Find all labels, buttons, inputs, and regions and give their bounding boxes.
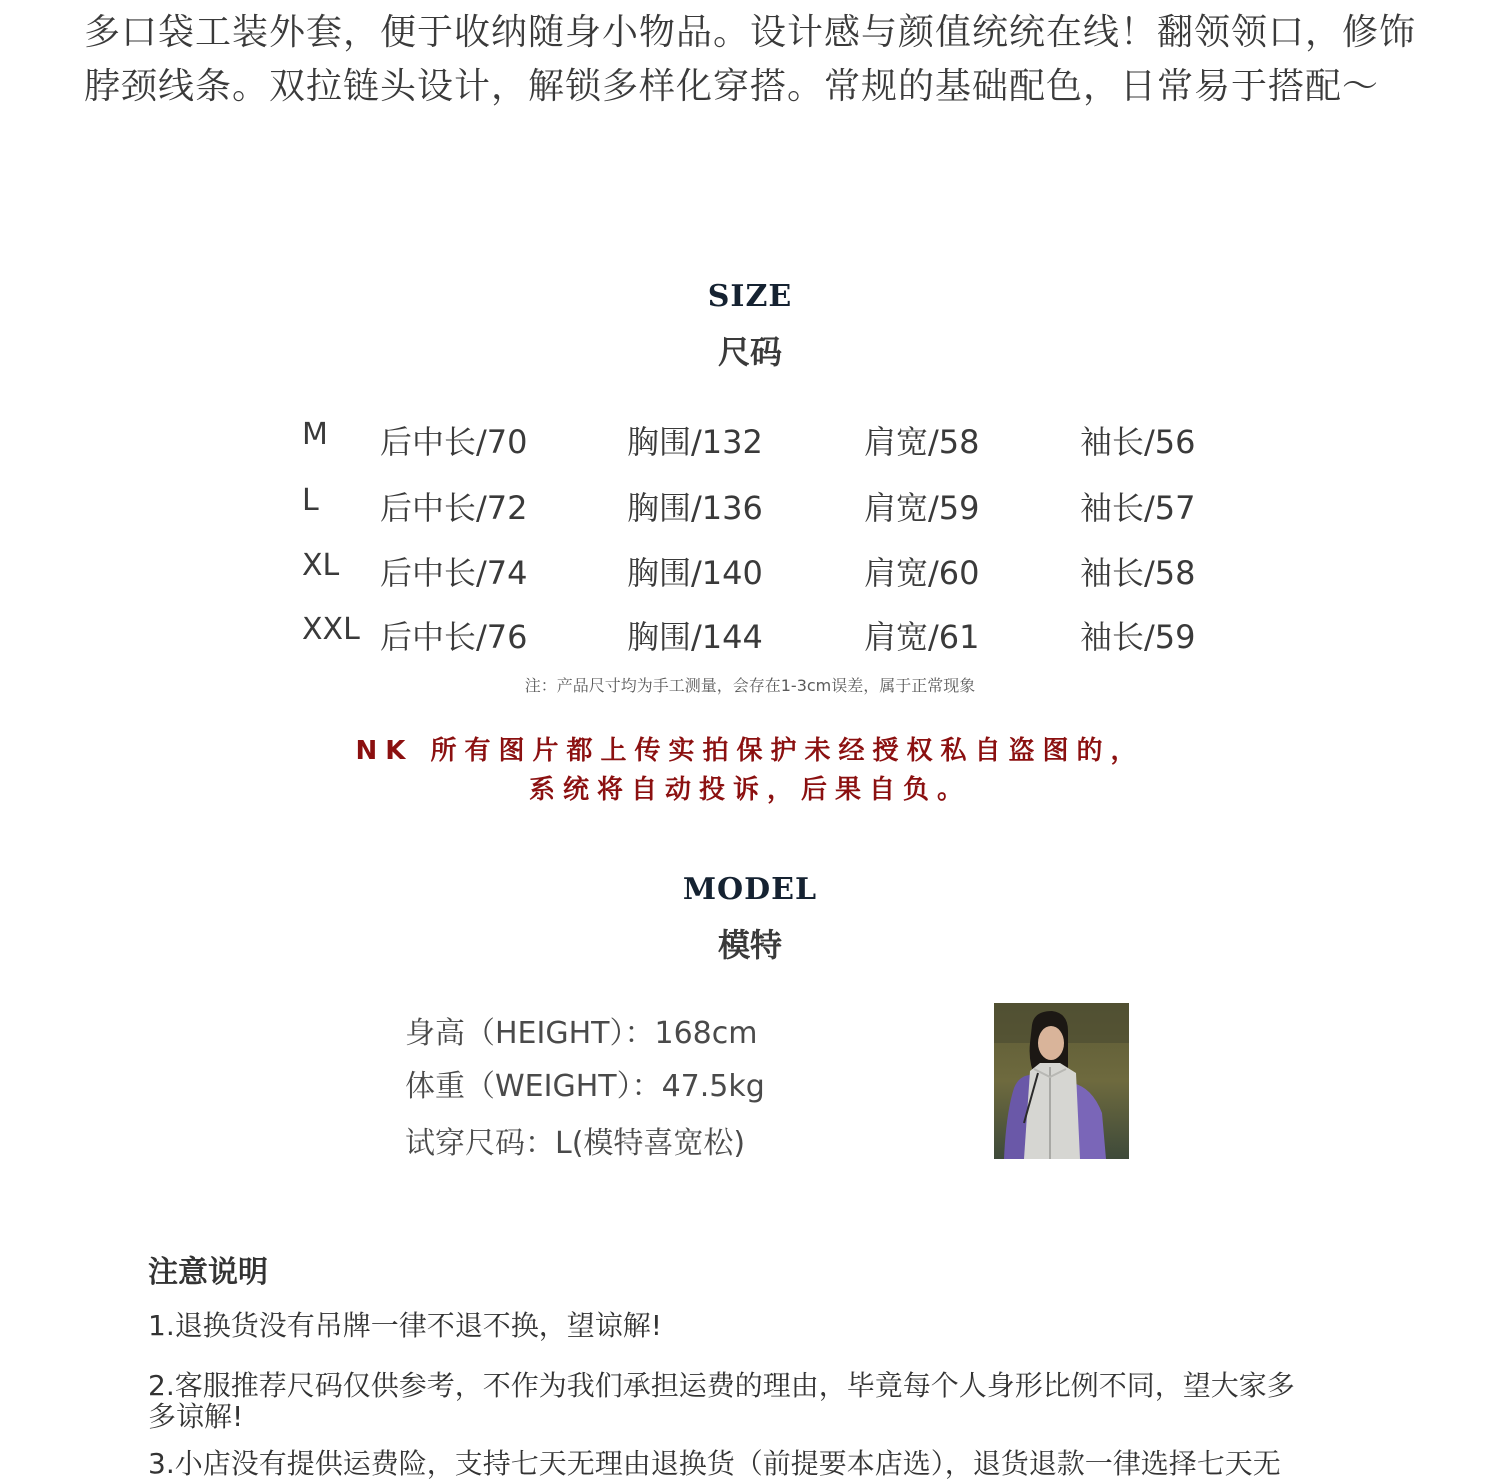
note-item-3: 3.小店没有提供运费险，支持七天无理由退换货（前提要本店选），退货退款一律选择七天无 bbox=[148, 1448, 1281, 1479]
note-item-2 bbox=[148, 1370, 1408, 1432]
size-label: XXL bbox=[302, 612, 360, 647]
model-height: 身高（HEIGHT）：168cm bbox=[405, 1016, 758, 1051]
model-subtitle: 模特 bbox=[717, 926, 782, 964]
copyright-warning-line-2: 系统将自动投诉，后果自负。 bbox=[528, 775, 971, 805]
product-intro bbox=[84, 6, 1424, 114]
size-row-m bbox=[0, 417, 1500, 467]
size-row-xxl bbox=[0, 612, 1500, 662]
sleeve-value: 袖长/57 bbox=[1080, 489, 1196, 527]
model-photo-image bbox=[994, 1003, 1129, 1159]
model-title: MODEL bbox=[682, 872, 818, 907]
intro-line-1: 多口袋工装外套，便于收纳随身小物品。设计感与颜值统统在线！翻领领口，修饰 bbox=[84, 12, 1417, 53]
size-label: L bbox=[302, 483, 319, 518]
shoulder-value: 肩宽/60 bbox=[864, 554, 980, 592]
note-item-2-line-1: 2.客服推荐尺码仅供参考，不作为我们承担运费的理由，毕竟每个人身形比例不同，望大家多 bbox=[148, 1369, 1295, 1402]
shoulder-value: 肩宽/59 bbox=[864, 489, 980, 527]
intro-line-2: 脖颈线条。双拉链头设计，解锁多样化穿搭。常规的基础配色，日常易于搭配～ bbox=[84, 66, 1380, 107]
shoulder-value: 肩宽/58 bbox=[864, 423, 980, 461]
sleeve-value: 袖长/59 bbox=[1080, 618, 1196, 656]
copyright-warning-line-1: NK 所有图片都上传实拍保护未经授权私自盗图的， bbox=[355, 736, 1145, 766]
size-subtitle: 尺码 bbox=[717, 333, 782, 371]
size-row-l bbox=[0, 483, 1500, 533]
back-length-value: 后中长/70 bbox=[380, 423, 528, 461]
size-row-xl bbox=[0, 548, 1500, 598]
chest-value: 胸围/140 bbox=[627, 554, 763, 592]
sleeve-value: 袖长/56 bbox=[1080, 423, 1196, 461]
notes-title: 注意说明 bbox=[148, 1255, 268, 1290]
size-measure-note: 注：产品尺寸均为手工测量，会存在1-3cm误差，属于正常现象 bbox=[524, 676, 976, 695]
back-length-value: 后中长/72 bbox=[380, 489, 528, 527]
back-length-value: 后中长/74 bbox=[380, 554, 528, 592]
size-title: SIZE bbox=[707, 279, 793, 314]
model-fit-size: 试穿尺码：L(模特喜宽松) bbox=[405, 1126, 746, 1161]
model-weight: 体重（WEIGHT）：47.5kg bbox=[405, 1069, 765, 1104]
size-label: XL bbox=[302, 548, 340, 583]
note-item-2-line-2: 多谅解! bbox=[148, 1400, 244, 1433]
chest-value: 胸围/144 bbox=[627, 618, 763, 656]
shoulder-value: 肩宽/61 bbox=[864, 618, 980, 656]
model-photo bbox=[994, 1003, 1129, 1159]
chest-value: 胸围/136 bbox=[627, 489, 763, 527]
back-length-value: 后中长/76 bbox=[380, 618, 528, 656]
note-item-1: 1.退换货没有吊牌一律不退不换，望谅解! bbox=[148, 1309, 662, 1342]
sleeve-value: 袖长/58 bbox=[1080, 554, 1196, 592]
size-label: M bbox=[302, 417, 328, 452]
chest-value: 胸围/132 bbox=[627, 423, 763, 461]
